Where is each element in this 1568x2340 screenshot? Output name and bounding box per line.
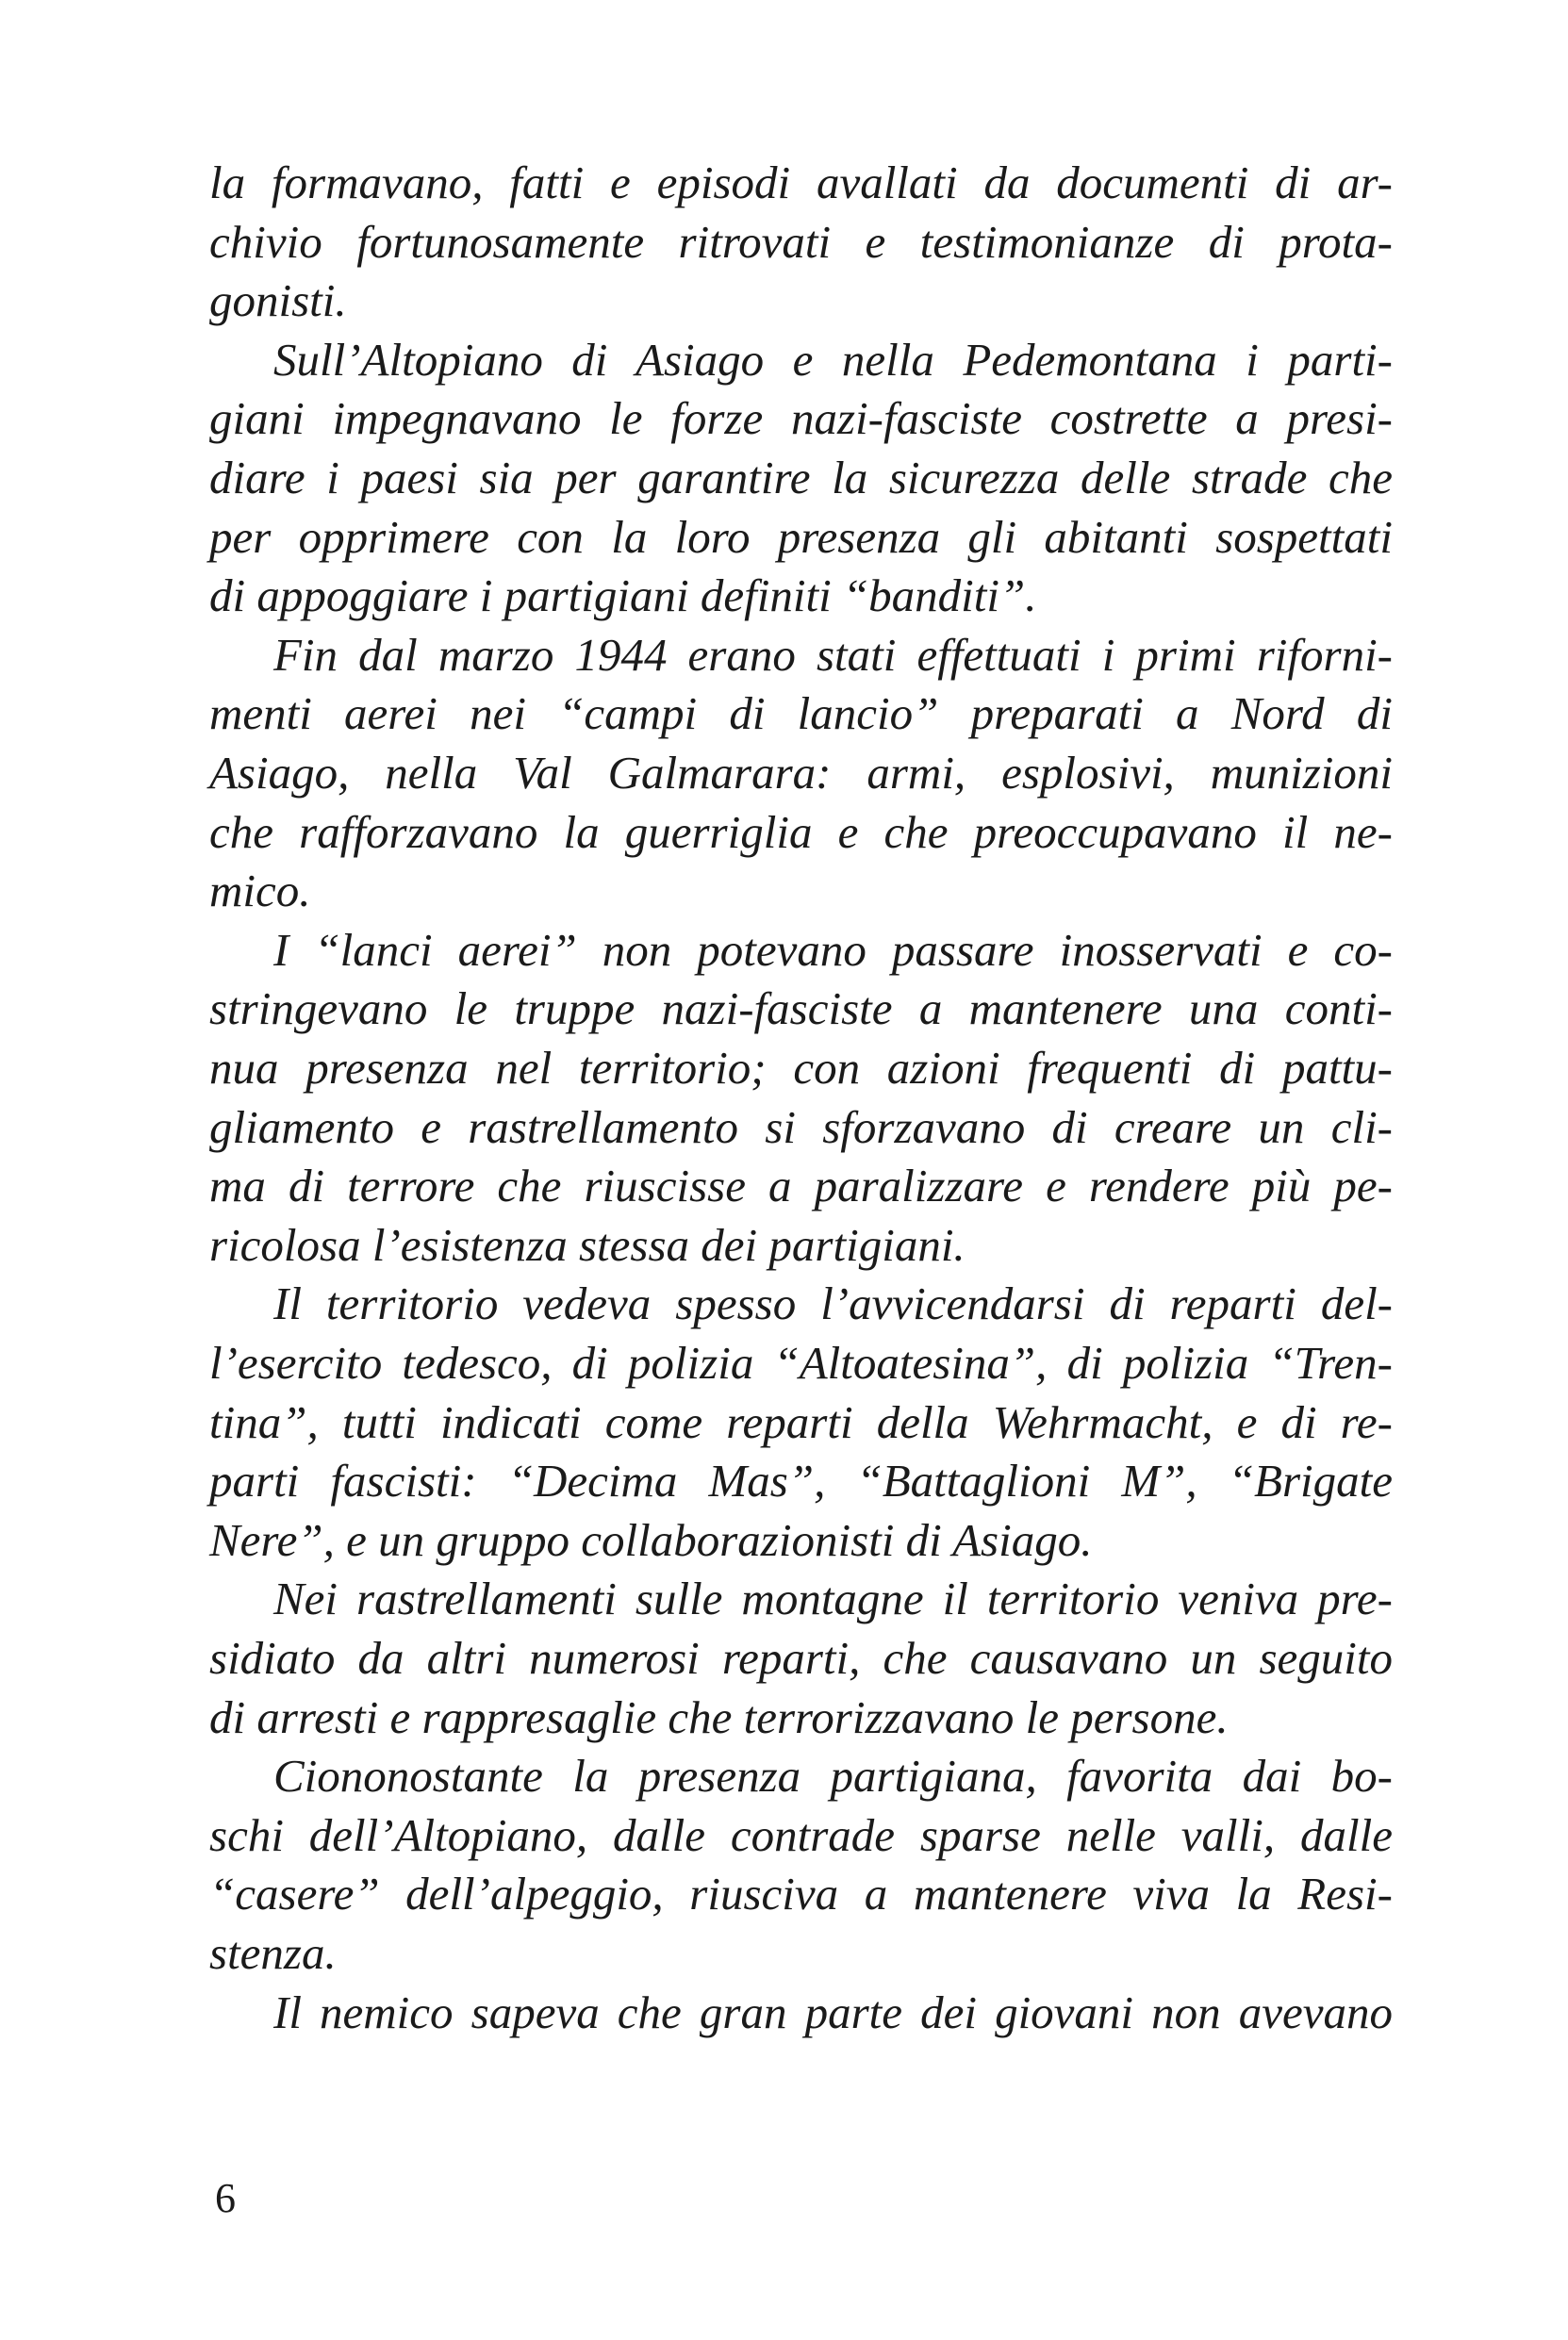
text-line: Asiago, nella Val Galmarara: armi, esplosivi, munizioni xyxy=(209,747,1393,799)
text-line: Il territorio vedeva spesso l’avvicendarsi di reparti del- xyxy=(273,1277,1393,1330)
text-line: l’esercito tedesco, di polizia “Altoatesina”, di polizia “Tren- xyxy=(209,1337,1393,1389)
text-line: mico. xyxy=(209,865,311,917)
text-line: schi dell’Altopiano, dalle contrade sparse nelle valli, dalle xyxy=(209,1808,1393,1861)
text-line: Il nemico sapeva che gran parte dei giovani non avevano xyxy=(273,1986,1393,2038)
text-line: Sull’Altopiano di Asiago e nella Pedemontana i parti- xyxy=(273,333,1393,386)
text-line: Ciononostante la presenza partigiana, favorita dai bo- xyxy=(273,1750,1393,1803)
text-line: gonisti. xyxy=(209,274,347,327)
page-number: 6 xyxy=(215,2175,236,2221)
text-line: che rafforzavano la guerriglia e che preoccupavano il ne- xyxy=(209,805,1393,858)
text-line: “casere” dell’alpeggio, riusciva a mantenere viva la Resi- xyxy=(209,1868,1393,1920)
text-line: I “lanci aerei” non potevano passare inosservati e co- xyxy=(273,923,1393,976)
text-line: di appoggiare i partigiani definiti “banditi”. xyxy=(209,569,1037,622)
text-line: giani impegnavano le forze nazi-fasciste costrette a presi- xyxy=(209,392,1393,445)
text-line: Nei rastrellamenti sulle montagne il territorio veniva pre- xyxy=(273,1573,1393,1625)
text-line: chivio fortunosamente ritrovati e testimonianze di prota- xyxy=(209,215,1393,268)
text-line: parti fascisti: “Decima Mas”, “Battaglioni M”, “Brigate xyxy=(209,1455,1393,1508)
text-line: gliamento e rastrellamento si sforzavano di creare un cli- xyxy=(209,1100,1393,1153)
text-line: di arresti e rappresaglie che terrorizzavano le persone. xyxy=(209,1690,1229,1743)
text-line: stringevano le truppe nazi-fasciste a mantenere una conti- xyxy=(209,982,1393,1035)
text-line: sidiato da altri numerosi reparti, che causavano un seguito xyxy=(209,1632,1393,1684)
text-line: menti aerei nei “campi di lancio” preparati a Nord di xyxy=(209,687,1393,740)
text-line: Fin dal marzo 1944 erano stati effettuati i primi riforni- xyxy=(273,628,1393,681)
text-line: ma di terrore che riuscisse a paralizzare e rendere più pe- xyxy=(209,1160,1393,1212)
text-line: ricolosa l’esistenza stessa dei partigiani. xyxy=(209,1218,966,1271)
text-line: diare i paesi sia per garantire la sicurezza delle strade che xyxy=(209,452,1393,503)
text-line: tina”, tutti indicati come reparti della Wehrmacht, e di re- xyxy=(209,1395,1393,1448)
text-line: stenza. xyxy=(209,1927,337,1979)
text-line: per opprimere con la loro presenza gli abitanti sospettati xyxy=(209,510,1393,563)
text-line: Nere”, e un gruppo collaborazionisti di Asiago. xyxy=(209,1513,1093,1566)
text-line: nua presenza nel territorio; con azioni frequenti di pattu- xyxy=(209,1042,1393,1094)
text-line: la formavano, fatti e episodi avallati da documenti di ar- xyxy=(209,157,1393,208)
